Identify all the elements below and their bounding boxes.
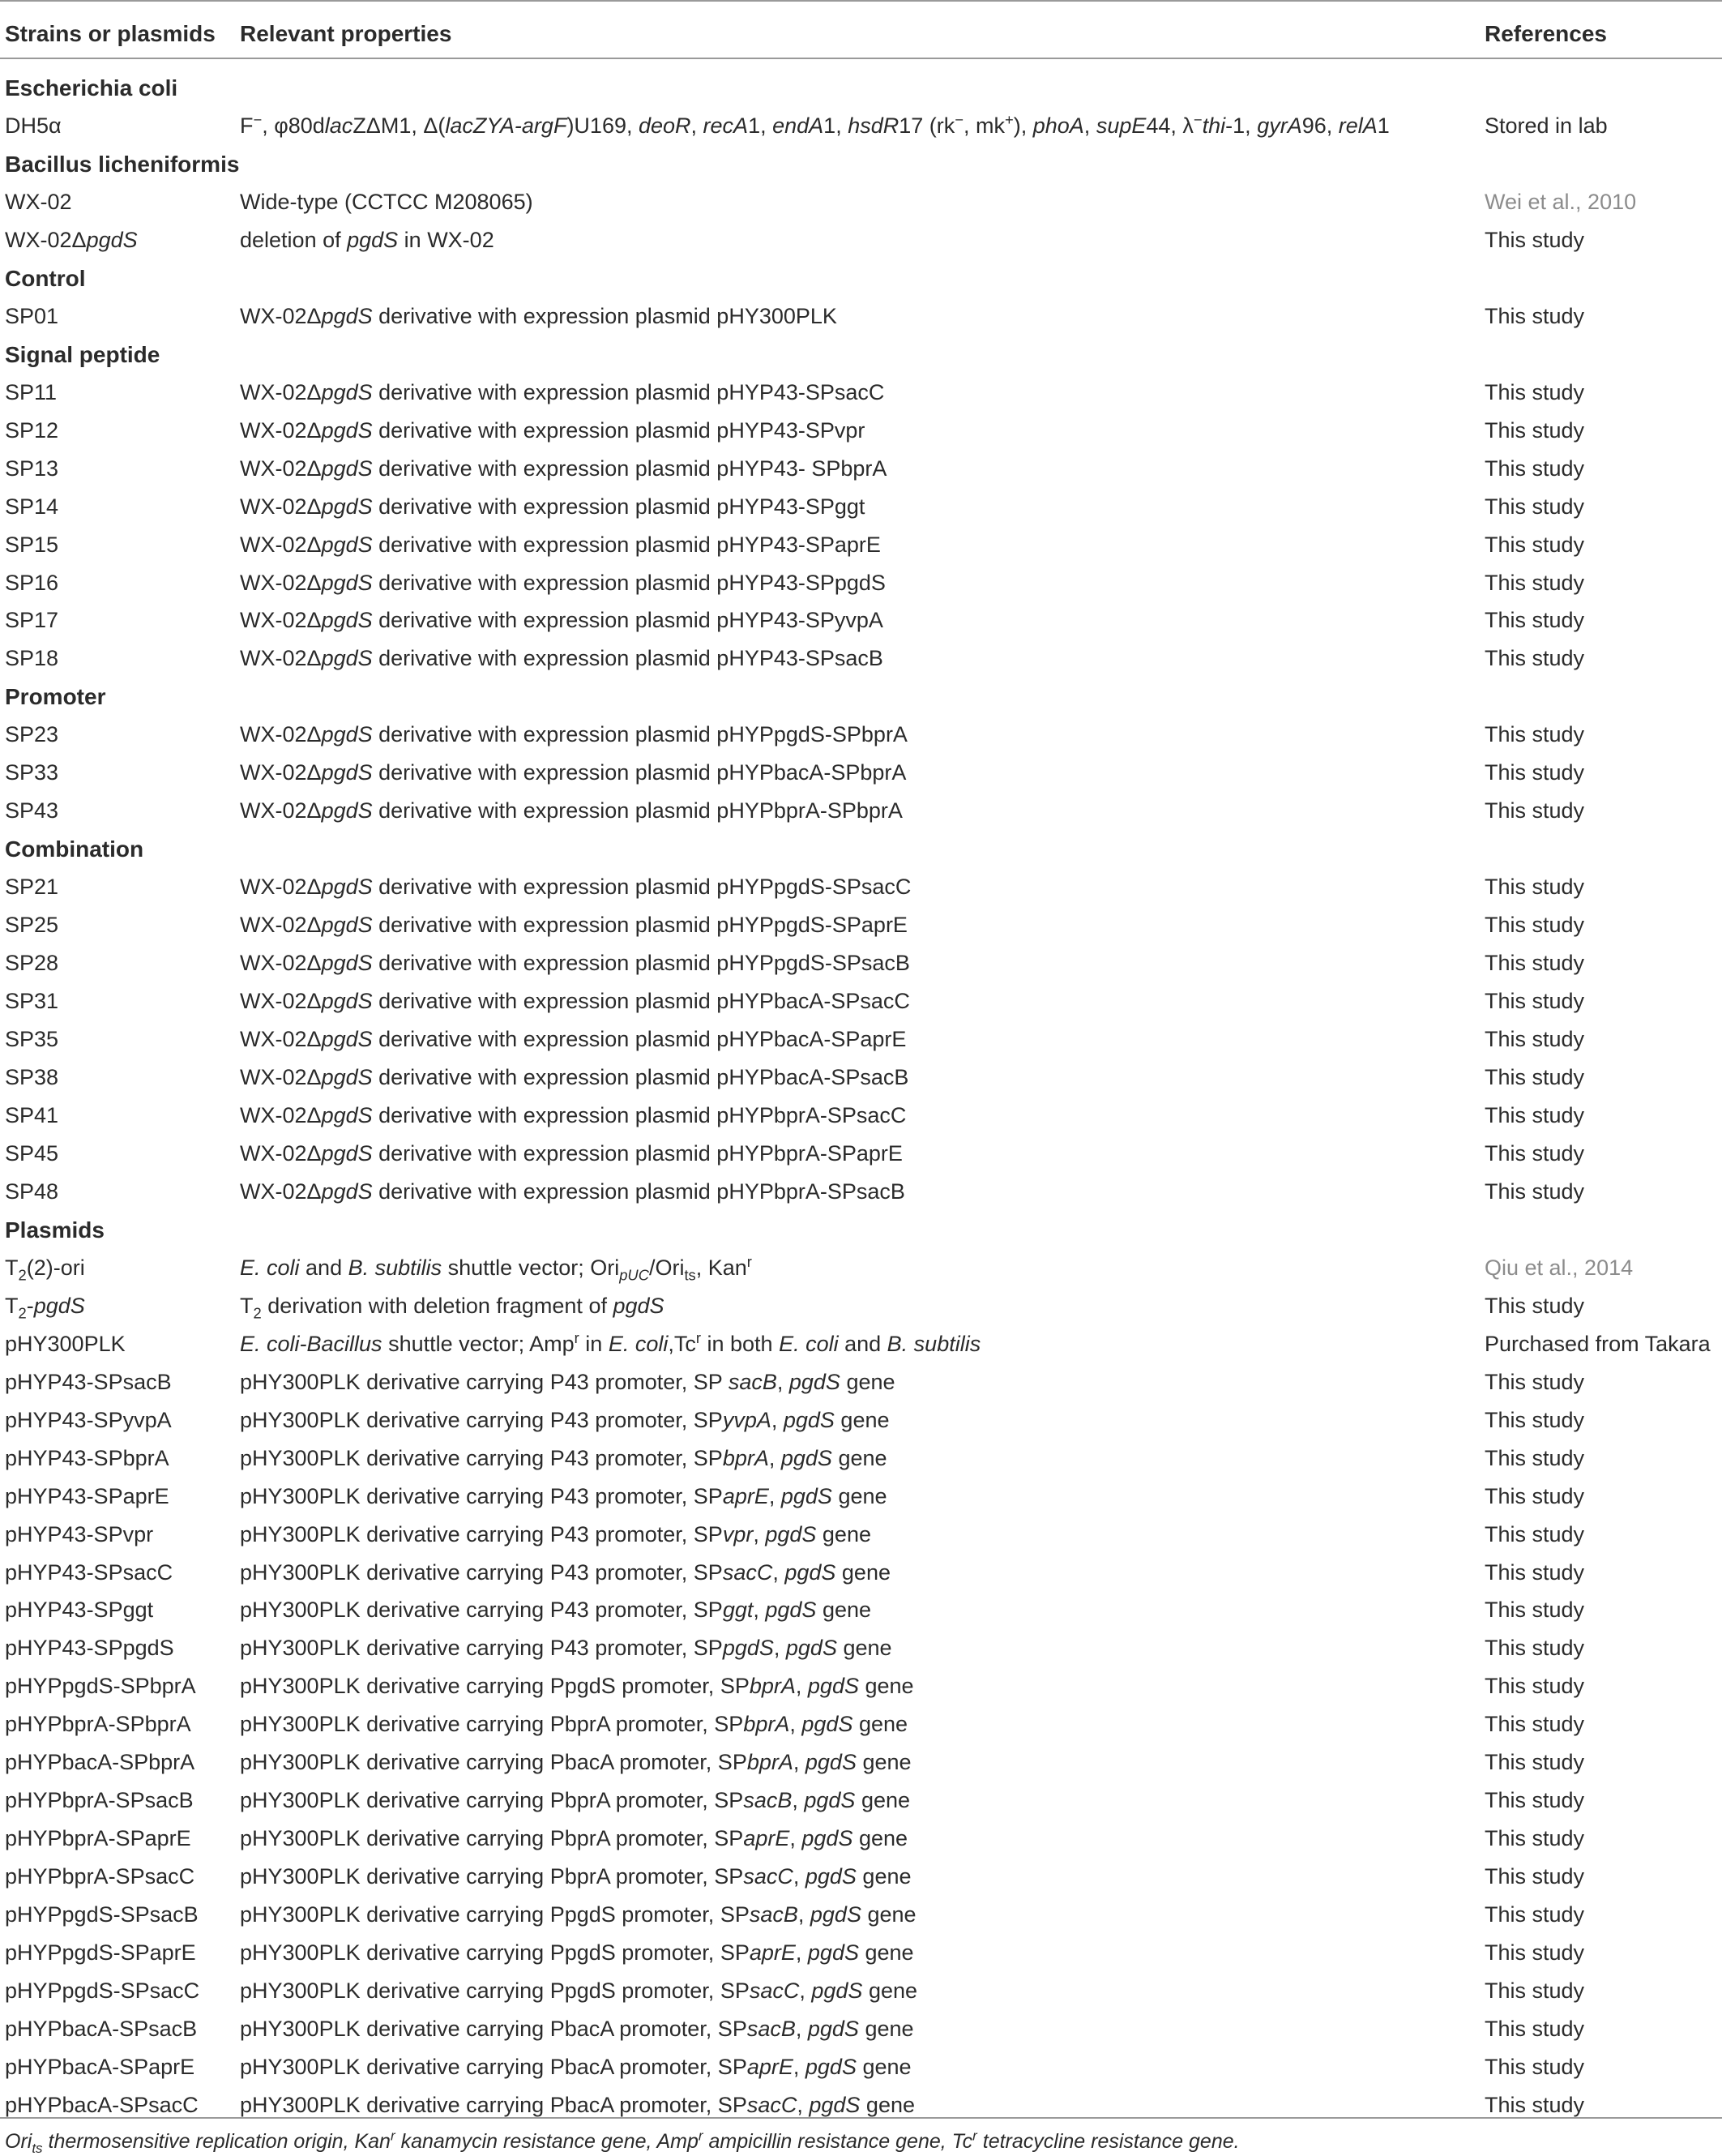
reference: This study xyxy=(1485,2017,1585,2041)
reference: This study xyxy=(1485,228,1585,252)
reference: This study xyxy=(1485,494,1585,519)
strain-name: SP17 xyxy=(5,608,59,632)
strain-name: SP31 xyxy=(5,989,59,1013)
relevant-properties: pHY300PLK derivative carrying PbprA promoter, SPsacC, pgdS gene xyxy=(240,1864,912,1889)
relevant-properties: WX-02ΔpgdS derivative with expression plasmid pHYP43-SPaprE xyxy=(240,533,881,557)
table-row xyxy=(0,534,1722,571)
reference: This study xyxy=(1485,1674,1585,1698)
table-row xyxy=(0,1942,1722,1979)
section-label: Bacillus licheniformis xyxy=(5,152,240,177)
strain-name: pHYP43-SPvpr xyxy=(5,1522,154,1546)
top-rule xyxy=(0,0,1722,2)
strain-name: pHY300PLK xyxy=(5,1332,126,1356)
reference: This study xyxy=(1485,1522,1585,1546)
relevant-properties: pHY300PLK derivative carrying P43 promoter, SPggt, pgdS gene xyxy=(240,1598,872,1622)
relevant-properties: WX-02ΔpgdS derivative with expression plasmid pHYPbacA-SPbprA xyxy=(240,760,907,785)
bottom-rule xyxy=(0,2117,1722,2119)
relevant-properties: pHY300PLK derivative carrying PbacA promoter, SPsacC, pgdS gene xyxy=(240,2093,915,2117)
table-row xyxy=(0,1524,1722,1561)
table-row xyxy=(0,1637,1722,1675)
strain-name: SP12 xyxy=(5,418,59,443)
relevant-properties: WX-02ΔpgdS derivative with expression plasmid pHYPbprA-SPsacB xyxy=(240,1179,905,1204)
reference: This study xyxy=(1485,571,1585,595)
strain-name: pHYPbacA-SPsacB xyxy=(5,2017,198,2041)
strain-name: DH5α xyxy=(5,113,62,138)
relevant-properties: WX-02ΔpgdS derivative with expression plasmid pHYP43-SPggt xyxy=(240,494,865,519)
relevant-properties: E. coli and B. subtilis shuttle vector; Ori$_{pUC}$/Ori$_{ts}$, Kan$^r$ xyxy=(240,1253,752,1284)
relevant-properties: $T_2$ derivation with deletion fragment of pgdS xyxy=(240,1294,664,1322)
section-label: Control xyxy=(5,266,86,291)
table-row xyxy=(0,1410,1722,1447)
reference: This study xyxy=(1485,722,1585,746)
table-row xyxy=(0,2094,1722,2132)
table-row xyxy=(0,572,1722,610)
table-row xyxy=(0,762,1722,799)
table-row xyxy=(0,111,1722,152)
section-row xyxy=(0,77,1722,114)
reference: This study xyxy=(1485,1712,1585,1736)
relevant-properties: pHY300PLK derivative carrying P43 promoter, SPbprA, pgdS gene xyxy=(240,1446,887,1470)
table-row xyxy=(0,191,1722,229)
reference: This study xyxy=(1485,875,1585,899)
strain-name: pHYP43-SPaprE xyxy=(5,1484,169,1508)
table-row xyxy=(0,229,1722,267)
reference: This study xyxy=(1485,798,1585,823)
relevant-properties: pHY300PLK derivative carrying PpgdS promoter, SPsacB, pgdS gene xyxy=(240,1902,917,1927)
table-row xyxy=(0,724,1722,761)
relevant-properties: pHY300PLK derivative carrying PbprA promoter, SPaprE, pgdS gene xyxy=(240,1826,908,1850)
table-row xyxy=(0,1371,1722,1409)
relevant-properties: pHY300PLK derivative carrying P43 promoter, SPaprE, pgdS gene xyxy=(240,1484,887,1508)
reference: This study xyxy=(1485,913,1585,937)
section-row xyxy=(0,1219,1722,1256)
table-row xyxy=(0,2018,1722,2055)
section-label: Promoter xyxy=(5,684,106,709)
table-row xyxy=(0,458,1722,495)
strain-name: WX-02 xyxy=(5,190,72,214)
reference: This study xyxy=(1485,1065,1585,1089)
reference: This study xyxy=(1485,1940,1585,1965)
header-rule xyxy=(0,58,1722,59)
reference: Wei et al., 2010 xyxy=(1485,190,1637,214)
strain-name: pHYPpgdS-SPsacC xyxy=(5,1978,200,2003)
strain-name: SP35 xyxy=(5,1027,59,1051)
strain-name: pHYPbprA-SPsacC xyxy=(5,1864,195,1889)
section-row xyxy=(0,686,1722,723)
strain-name: pHYP43-SPbprA xyxy=(5,1446,169,1470)
relevant-properties: WX-02ΔpgdS derivative with expression plasmid pHYPbprA-SPbprA xyxy=(240,798,903,823)
table-row xyxy=(0,1866,1722,1903)
relevant-properties: pHY300PLK derivative carrying PbacA promoter, SPbprA, pgdS gene xyxy=(240,1750,912,1774)
table-row xyxy=(0,1253,1722,1294)
reference: This study xyxy=(1485,1408,1585,1432)
table-row xyxy=(0,1295,1722,1333)
strain-name: pHYP43-SPyvpA xyxy=(5,1408,172,1432)
strain-name: SP11 xyxy=(5,380,58,404)
section-row xyxy=(0,838,1722,875)
strain-name: SP38 xyxy=(5,1065,59,1089)
relevant-properties: WX-02ΔpgdS derivative with expression plasmid pHYP43-SPpgdS xyxy=(240,571,886,595)
strain-name: SP23 xyxy=(5,722,59,746)
relevant-properties: WX-02ΔpgdS derivative with expression plasmid pHYP43-SPvpr xyxy=(240,418,865,443)
strain-name: SP28 xyxy=(5,951,59,975)
relevant-properties: WX-02ΔpgdS derivative with expression plasmid pHYP43-SPsacC xyxy=(240,380,885,404)
reference: This study xyxy=(1485,1103,1585,1127)
strain-name: pHYPbprA-SPaprE xyxy=(5,1826,191,1850)
relevant-properties: pHY300PLK derivative carrying P43 promoter, SPyvpA, pgdS gene xyxy=(240,1408,890,1432)
relevant-properties: pHY300PLK derivative carrying P43 promoter, SPsacC, pgdS gene xyxy=(240,1560,891,1585)
strain-name: SP33 xyxy=(5,760,59,785)
table-row xyxy=(0,1980,1722,2017)
table-row xyxy=(0,1067,1722,1104)
relevant-properties: pHY300PLK derivative carrying PpgdS promoter, SPbprA, pgdS gene xyxy=(240,1674,914,1698)
table-row xyxy=(0,1752,1722,1789)
strain-name: pHYP43-SPpgdS xyxy=(5,1636,174,1660)
header-properties: Relevant properties xyxy=(240,21,452,46)
table-row xyxy=(0,914,1722,952)
strain-name: $T_2$-pgdS xyxy=(5,1294,85,1322)
reference: This study xyxy=(1485,989,1585,1013)
reference: This study xyxy=(1485,1560,1585,1585)
strain-name: pHYPbacA-SPbprA xyxy=(5,1750,195,1774)
reference: This study xyxy=(1485,1750,1585,1774)
strain-name: SP41 xyxy=(5,1103,59,1127)
relevant-properties: pHY300PLK derivative carrying PbprA promoter, SPbprA, pgdS gene xyxy=(240,1712,908,1736)
relevant-properties: WX-02ΔpgdS derivative with expression plasmid pHY300PLK xyxy=(240,304,837,328)
reference: This study xyxy=(1485,1864,1585,1889)
strain-name: pHYPbprA-SPbprA xyxy=(5,1712,191,1736)
reference: This study xyxy=(1485,1141,1585,1166)
relevant-properties: WX-02ΔpgdS derivative with expression plasmid pHYPbacA-SPsacC xyxy=(240,989,910,1013)
reference: This study xyxy=(1485,2093,1585,2117)
section-row xyxy=(0,344,1722,381)
reference: This study xyxy=(1485,1598,1585,1622)
relevant-properties: pHY300PLK derivative carrying PbprA promoter, SPsacB, pgdS gene xyxy=(240,1788,911,1812)
relevant-properties: pHY300PLK derivative carrying PpgdS promoter, SPaprE, pgdS gene xyxy=(240,1940,914,1965)
table-row xyxy=(0,1448,1722,1485)
table-row xyxy=(0,2056,1722,2094)
reference: This study xyxy=(1485,2055,1585,2079)
table-row xyxy=(0,1486,1722,1523)
reference: This study xyxy=(1485,533,1585,557)
relevant-properties: WX-02ΔpgdS derivative with expression plasmid pHYPbprA-SPaprE xyxy=(240,1141,903,1166)
table-row xyxy=(0,1562,1722,1599)
relevant-properties: WX-02ΔpgdS derivative with expression plasmid pHYPbacA-SPsacB xyxy=(240,1065,909,1089)
section-row xyxy=(0,153,1722,190)
reference: This study xyxy=(1485,951,1585,975)
strain-name: pHYP43-SPsacC xyxy=(5,1560,173,1585)
reference: This study xyxy=(1485,1788,1585,1812)
table-row xyxy=(0,496,1722,533)
relevant-properties: WX-02ΔpgdS derivative with expression plasmid pHYPpgdS-SPaprE xyxy=(240,913,908,937)
table-row xyxy=(0,1329,1722,1371)
relevant-properties: pHY300PLK derivative carrying P43 promoter, SP sacB, pgdS gene xyxy=(240,1370,895,1394)
reference: Purchased from Takara xyxy=(1485,1332,1711,1356)
strain-name: pHYP43-SPggt xyxy=(5,1598,154,1622)
table-row xyxy=(0,420,1722,457)
table-row xyxy=(0,648,1722,685)
reference: This study xyxy=(1485,1179,1585,1204)
strain-name: SP21 xyxy=(5,875,59,899)
relevant-properties: Wide-type (CCTCC M208065) xyxy=(240,190,533,214)
header-strains: Strains or plasmids xyxy=(5,21,216,46)
table-row xyxy=(0,800,1722,837)
reference: This study xyxy=(1485,380,1585,404)
relevant-properties: WX-02ΔpgdS derivative with expression plasmid pHYPbprA-SPsacC xyxy=(240,1103,907,1127)
table-footnote: Ori$_{ts}$ thermosensitive replication origin, Kan$^r$ kanamycin resistance gene, Amp$^r$ ampicillin resistance gene, Tc$^r$ tetracycline resistance gene. xyxy=(5,2128,1240,2156)
table-row xyxy=(0,1790,1722,1827)
reference: Stored in lab xyxy=(1485,113,1608,138)
table-row xyxy=(0,1675,1722,1713)
strain-name: pHYPbprA-SPsacB xyxy=(5,1788,194,1812)
relevant-properties: pHY300PLK derivative carrying PbacA promoter, SPsacB, pgdS gene xyxy=(240,2017,914,2041)
strain-name: pHYP43-SPsacB xyxy=(5,1370,172,1394)
section-label: Escherichia coli xyxy=(5,75,178,101)
strain-name: pHYPbacA-SPsacC xyxy=(5,2093,199,2117)
section-label: Plasmids xyxy=(5,1217,105,1243)
table-row xyxy=(0,1105,1722,1142)
relevant-properties: pHY300PLK derivative carrying PpgdS promoter, SPsacC, pgdS gene xyxy=(240,1978,918,2003)
reference: This study xyxy=(1485,1636,1585,1660)
strain-name: SP14 xyxy=(5,494,59,519)
table-row xyxy=(0,306,1722,343)
table-row xyxy=(0,952,1722,990)
reference: This study xyxy=(1485,304,1585,328)
relevant-properties: WX-02ΔpgdS derivative with expression plasmid pHYPpgdS-SPbprA xyxy=(240,722,908,746)
reference: This study xyxy=(1485,1370,1585,1394)
table-row xyxy=(0,382,1722,419)
relevant-properties: WX-02ΔpgdS derivative with expression plasmid pHYPbacA-SPaprE xyxy=(240,1027,907,1051)
section-label: Combination xyxy=(5,836,144,862)
header-row xyxy=(0,23,1722,60)
relevant-properties: WX-02ΔpgdS derivative with expression plasmid pHYP43-SPyvpA xyxy=(240,608,883,632)
strain-name: WX-02ΔpgdS xyxy=(5,228,138,252)
strain-name: SP43 xyxy=(5,798,59,823)
relevant-properties: WX-02ΔpgdS derivative with expression plasmid pHYP43-SPsacB xyxy=(240,646,883,670)
relevant-properties: WX-02ΔpgdS derivative with expression plasmid pHYP43- SPbprA xyxy=(240,456,887,481)
reference: This study xyxy=(1485,1294,1585,1318)
table-row xyxy=(0,990,1722,1028)
strain-name: pHYPbacA-SPaprE xyxy=(5,2055,195,2079)
reference: This study xyxy=(1485,608,1585,632)
strain-name: SP16 xyxy=(5,571,59,595)
section-label: Signal peptide xyxy=(5,342,160,367)
strain-name: SP01 xyxy=(5,304,59,328)
table-row xyxy=(0,1029,1722,1066)
relevant-properties: pHY300PLK derivative carrying PbacA promoter, SPaprE, pgdS gene xyxy=(240,2055,912,2079)
reference: This study xyxy=(1485,1484,1585,1508)
strain-name: pHYPpgdS-SPsacB xyxy=(5,1902,199,1927)
table-row xyxy=(0,1828,1722,1865)
table-row xyxy=(0,1713,1722,1751)
reference: This study xyxy=(1485,1826,1585,1850)
reference: This study xyxy=(1485,1446,1585,1470)
relevant-properties: pHY300PLK derivative carrying P43 promoter, SPvpr, pgdS gene xyxy=(240,1522,871,1546)
relevant-properties: WX-02ΔpgdS derivative with expression plasmid pHYPpgdS-SPsacB xyxy=(240,951,910,975)
reference: This study xyxy=(1485,646,1585,670)
section-row xyxy=(0,267,1722,305)
table-row xyxy=(0,1599,1722,1636)
relevant-properties: pHY300PLK derivative carrying P43 promoter, SPpgdS, pgdS gene xyxy=(240,1636,892,1660)
relevant-properties: F−, φ80dlacZΔM1, Δ(lacZYA-argF)U169, deoR, recA1, endA1, hsdR17 (rk−, mk+), phoA, supE44, λ−thi-1, gyrA96, relA1 xyxy=(240,111,1390,138)
reference: This study xyxy=(1485,1027,1585,1051)
table-row xyxy=(0,1181,1722,1218)
strain-name: SP48 xyxy=(5,1179,59,1204)
reference: This study xyxy=(1485,456,1585,481)
relevant-properties: deletion of pgdS in WX-02 xyxy=(240,228,494,252)
strain-name: SP45 xyxy=(5,1141,59,1166)
reference: This study xyxy=(1485,760,1585,785)
reference: This study xyxy=(1485,1902,1585,1927)
relevant-properties: WX-02ΔpgdS derivative with expression plasmid pHYPpgdS-SPsacC xyxy=(240,875,912,899)
reference: This study xyxy=(1485,1978,1585,2003)
header-references: References xyxy=(1485,21,1607,46)
strain-name: SP13 xyxy=(5,456,59,481)
strain-name: SP18 xyxy=(5,646,59,670)
table-row xyxy=(0,1143,1722,1180)
strain-name: $T_2(2)$-ori xyxy=(5,1256,85,1284)
strain-name: SP25 xyxy=(5,913,59,937)
reference: This study xyxy=(1485,418,1585,443)
strain-name: pHYPpgdS-SPbprA xyxy=(5,1674,196,1698)
relevant-properties: E. coli-Bacillus shuttle vector; Amp$^r$ in E. coli,Tc$^r$ in both E. coli and B. subtilis xyxy=(240,1329,981,1356)
reference: Qiu et al., 2014 xyxy=(1485,1256,1634,1280)
table-row xyxy=(0,876,1722,913)
table-row xyxy=(0,610,1722,647)
table-row xyxy=(0,1904,1722,1941)
strain-name: SP15 xyxy=(5,533,59,557)
strain-name: pHYPpgdS-SPaprE xyxy=(5,1940,196,1965)
